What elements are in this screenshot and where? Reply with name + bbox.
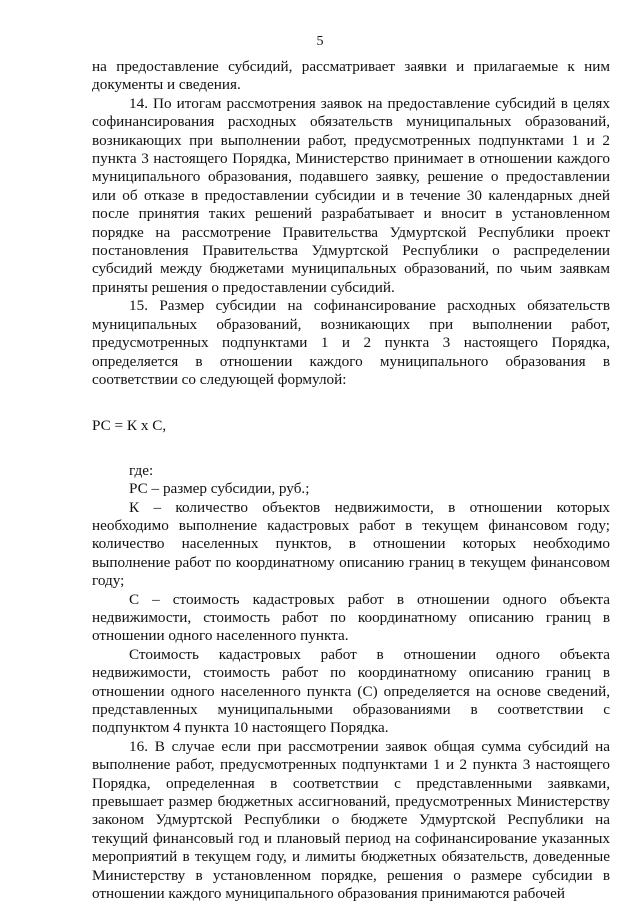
definition-rs: РС – размер субсидии, руб.; (129, 480, 310, 498)
document-body (92, 58, 610, 903)
formula-where-label: где: (129, 461, 154, 479)
paragraph-continuation: на предоставление субсидий, рассматривает заявки и прилагаемые к ним документы и сведения. (92, 58, 610, 94)
paragraph-cost-determination: Стоимость кадастровых работ в отношении одного объекта недвижимости, стоимость работ по координатному описанию границ в отношении одного населенного пункта (С) определяется на основе сведений, представленных муниципальными образованиями в соответствии с подпунктом 4 пункта 10 настоящего Порядка. (92, 645, 610, 737)
paragraph-16: 16. В случае если при рассмотрении заявок общая сумма субсидий на выполнение работ, предусмотренных подпунктами 1 и 2 пункта 3 настоящего Порядка, определенная в соответствии с представленными заявками, превышает размер бюджетных ассигнований, предусмотренных Министерству законом Удмуртской Республики о бюджете Удмуртской Республики на текущий финансовый год и плановый период на софинансирование указанных мероприятий в текущем году, и лимиты бюджетных обязательств, доведенные Министерству в установленном порядке, решения о размере субсидии в отношении каждого муниципального образования принимаются рабочей (92, 737, 610, 903)
paragraph-14: 14. По итогам рассмотрения заявок на предоставление субсидий в целях софинансирования расходных обязательств муниципальных образований, возникающих при выполнении работ, предусмотренных подпунктами 1 и 2 пункта 3 настоящего Порядка, Министерство принимает в отношении каждого муниципального образования, подавшего заявку, решение о предоставлении или об отказе в предоставлении субсидии и в течение 30 календарных дней после принятия таких решений разрабатывает и вносит в установленном порядке на рассмотрение Правительства Удмуртской Республики проект постановления Правительства Удмуртской Республики о распределении субсидий между бюджетами муниципальных образований, по чьим заявкам приняты решения о предоставлении субсидий. (92, 94, 610, 296)
formula: РС = К х С, (92, 417, 167, 435)
paragraph-15: 15. Размер субсидии на софинансирование расходных обязательств муниципальных образований, возникающих при выполнении работ, предусмотренных подпунктами 1 и 2 пункта 3 настоящего Порядка, определяется в отношении каждого муниципального образования в соответствии со следующей формулой: (92, 297, 610, 388)
definition-c: С – стоимость кадастровых работ в отношении одного объекта недвижимости, стоимость работ по координатному описанию границ в отношении одного населенного пункта. (92, 590, 610, 645)
page-number: 5 (316, 34, 324, 49)
definition-k: К – количество объектов недвижимости, в отношении которых необходимо выполнение кадастровых работ в текущем финансовом году; количество населенных пунктов, в отношении которых необходимо выполнение работ по координатному описанию границ в текущем финансовом году; (92, 498, 610, 590)
